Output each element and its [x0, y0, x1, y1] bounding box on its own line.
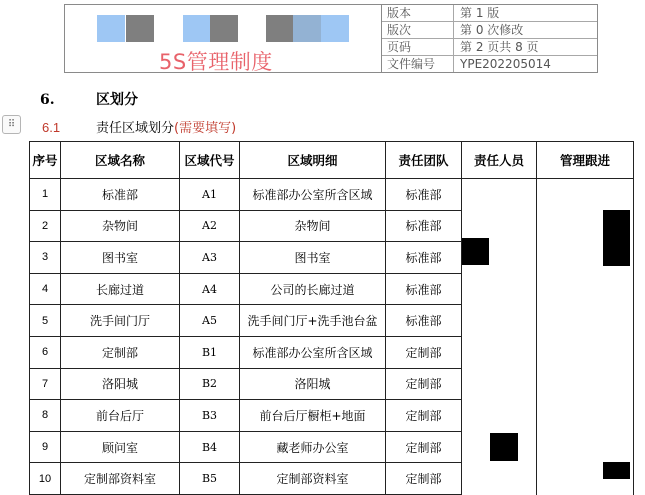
- table-row: [30, 179, 634, 211]
- cell-team: 标准部: [386, 305, 462, 337]
- cell-area-detail: 公司的长廊过道: [240, 273, 386, 305]
- column-header: 区域名称: [61, 142, 180, 179]
- subsection-heading: [42, 117, 236, 136]
- cell-followup: [537, 273, 634, 305]
- meta-row: [382, 22, 597, 39]
- cell-area-name: 定制部: [61, 336, 180, 368]
- logo-block: [210, 15, 238, 42]
- cell-area-name: 洗手间门厅: [61, 305, 180, 337]
- drag-handle-icon[interactable]: ⠿: [2, 115, 21, 134]
- cell-team: 标准部: [386, 242, 462, 274]
- cell-followup: [537, 368, 634, 400]
- cell-area-name: 定制部资料室: [61, 463, 180, 495]
- column-header: 责任人员: [462, 142, 537, 179]
- cell-followup: [537, 336, 634, 368]
- cell-area-code: A4: [180, 273, 240, 305]
- subsection-note: (需要填写): [174, 121, 237, 136]
- meta-key: 文件编号: [382, 56, 454, 72]
- meta-value: 第 2 页共 8 页: [460, 40, 539, 54]
- cell-index: 2: [30, 210, 61, 242]
- header-logo-cell: [65, 5, 382, 72]
- cell-area-code: A1: [180, 179, 240, 211]
- column-header: 序号: [30, 142, 61, 179]
- cell-person: [462, 305, 537, 337]
- cell-area-name: 长廊过道: [61, 273, 180, 305]
- table-row: [30, 273, 634, 305]
- subsection-number: 6.1: [42, 120, 61, 135]
- cell-index: 4: [30, 273, 61, 305]
- cell-area-code: B2: [180, 368, 240, 400]
- table-row: [30, 210, 634, 242]
- meta-key: 版本: [382, 5, 454, 21]
- cell-team: 标准部: [386, 273, 462, 305]
- cell-followup: [537, 305, 634, 337]
- table-row: [30, 305, 634, 337]
- table-row: [30, 336, 634, 368]
- cell-followup: [537, 400, 634, 432]
- meta-row: [382, 5, 597, 22]
- cell-area-detail: 洗手间门厅+洗手池台盆: [240, 305, 386, 337]
- logo-block: [266, 15, 293, 42]
- redaction-block: [462, 238, 489, 265]
- cell-index: 5: [30, 305, 61, 337]
- document-header: [64, 4, 598, 73]
- cell-area-code: A3: [180, 242, 240, 274]
- table-header-row: [30, 142, 634, 179]
- cell-index: 1: [30, 179, 61, 211]
- cell-area-name: 杂物间: [61, 210, 180, 242]
- cell-area-name: 顾问室: [61, 431, 180, 463]
- cell-area-detail: 藏老师办公室: [240, 431, 386, 463]
- cell-team: 定制部: [386, 336, 462, 368]
- cell-team: 定制部: [386, 400, 462, 432]
- cell-team: 定制部: [386, 431, 462, 463]
- cell-area-code: A5: [180, 305, 240, 337]
- table-row: [30, 400, 634, 432]
- table-row: [30, 242, 634, 274]
- cell-area-detail: 图书室: [240, 242, 386, 274]
- logo-block: [321, 15, 349, 42]
- table-row: [30, 368, 634, 400]
- column-header: 区域代号: [180, 142, 240, 179]
- cell-area-name: 图书室: [61, 242, 180, 274]
- cell-area-detail: 定制部资料室: [240, 463, 386, 495]
- cell-area-code: B5: [180, 463, 240, 495]
- redaction-block: [603, 210, 630, 266]
- section-heading: [40, 89, 138, 109]
- header-meta: [382, 5, 597, 72]
- cell-person: [462, 273, 537, 305]
- responsibility-area-table: [29, 141, 634, 495]
- logo-block: [183, 15, 210, 42]
- document-title: 5S管理制度: [159, 50, 273, 74]
- meta-row: [382, 56, 597, 72]
- meta-value: YPE202205014: [460, 57, 551, 71]
- cell-team: 定制部: [386, 368, 462, 400]
- cell-area-detail: 标准部办公室所含区域: [240, 179, 386, 211]
- meta-value: 第 1 版: [460, 6, 500, 20]
- cell-person: [462, 336, 537, 368]
- cell-index: 6: [30, 336, 61, 368]
- cell-index: 8: [30, 400, 61, 432]
- cell-team: 定制部: [386, 463, 462, 495]
- table-row: [30, 431, 634, 463]
- cell-team: 标准部: [386, 210, 462, 242]
- logo-block: [293, 15, 321, 42]
- meta-value: 第 0 次修改: [460, 23, 524, 37]
- cell-person: [462, 210, 537, 242]
- column-header: 管理跟进: [537, 142, 634, 179]
- cell-followup: [537, 431, 634, 463]
- cell-area-detail: 前台后厅橱柜+地面: [240, 400, 386, 432]
- cell-index: 7: [30, 368, 61, 400]
- cell-area-code: B1: [180, 336, 240, 368]
- cell-area-detail: 洛阳城: [240, 368, 386, 400]
- cell-area-name: 洛阳城: [61, 368, 180, 400]
- cell-area-name: 标准部: [61, 179, 180, 211]
- cell-area-detail: 杂物间: [240, 210, 386, 242]
- redaction-block: [603, 462, 630, 479]
- cell-area-detail: 标准部办公室所含区域: [240, 336, 386, 368]
- cell-person: [462, 179, 537, 211]
- subsection-title: 责任区域划分: [96, 121, 175, 136]
- cell-person: [462, 400, 537, 432]
- cell-followup: [537, 179, 634, 211]
- cell-index: 3: [30, 242, 61, 274]
- redaction-block: [490, 433, 518, 461]
- cell-index: 9: [30, 431, 61, 463]
- cell-area-code: B3: [180, 400, 240, 432]
- cell-area-code: A2: [180, 210, 240, 242]
- logo-block: [126, 15, 154, 42]
- section-number: 6.: [40, 92, 55, 108]
- meta-key: 页码: [382, 39, 454, 55]
- column-header: 责任团队: [386, 142, 462, 179]
- section-title: 区划分: [96, 92, 138, 108]
- cell-area-name: 前台后厅: [61, 400, 180, 432]
- column-header: 区域明细: [240, 142, 386, 179]
- cell-index: 10: [30, 463, 61, 495]
- cell-team: 标准部: [386, 179, 462, 211]
- logo-block: [97, 15, 125, 42]
- cell-area-code: B4: [180, 431, 240, 463]
- meta-row: [382, 39, 597, 56]
- meta-key: 版次: [382, 22, 454, 38]
- cell-person: [462, 368, 537, 400]
